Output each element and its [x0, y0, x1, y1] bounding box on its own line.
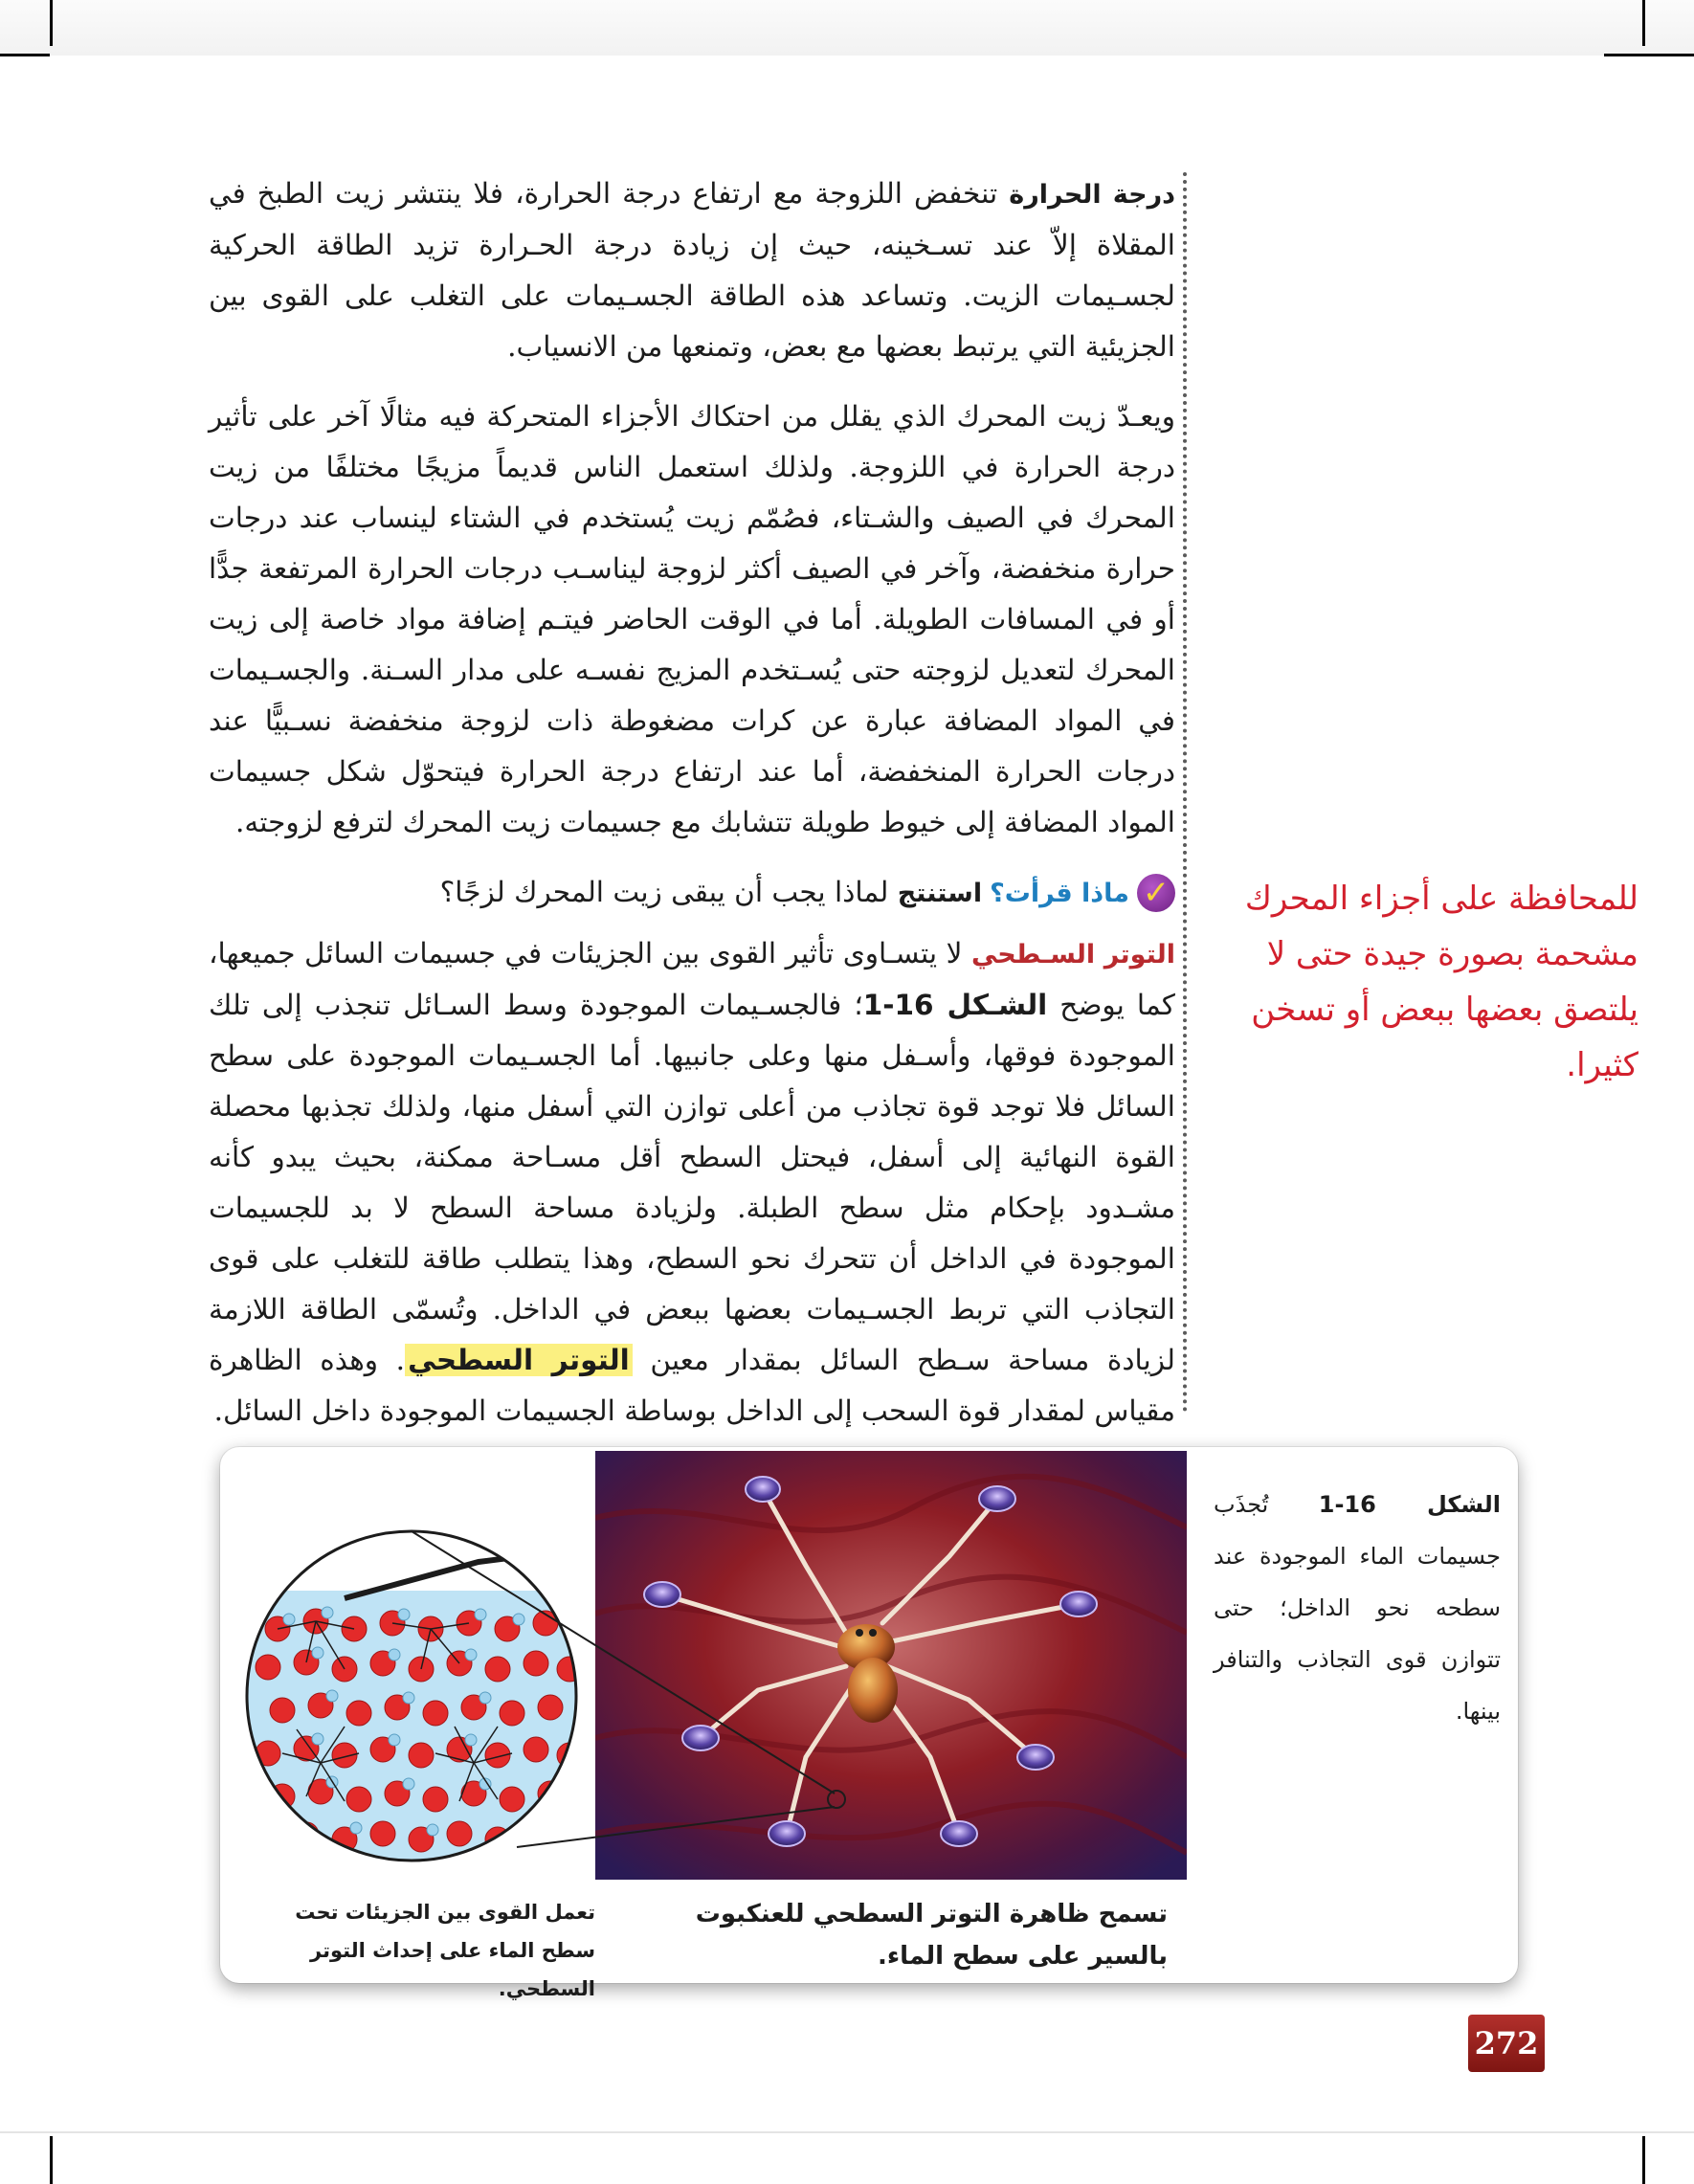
term-heading: التوتر السـطحي	[970, 940, 1175, 969]
crop-mark	[1642, 0, 1645, 46]
diagram-caption: تعمل القوى بين الجزيئات تحت سطح الماء على إحداث التوتر السطحي.	[295, 1901, 595, 2000]
crop-mark	[50, 0, 53, 46]
highlighted-term: التوتر السطحي	[405, 1344, 633, 1376]
column-dotted-rule	[1183, 172, 1187, 1413]
paragraph-temperature	[209, 168, 1175, 372]
checkmark-icon: ✓	[1137, 874, 1175, 912]
paragraph-body: تنخفض اللزوجة مع ارتفاع درجة الحرارة، فلا ينتشر زيت الطبخ في المقلاة إلاّ عند تسـخينه، حيث إن زيادة درجة الحـرارة تزيد الطاقة الحركية لجسـيمات الزيت. وتساعد هذه الطاقة الجسـيمات على التغلب على القوى بين الجزيئية التي يرتبط بعضها مع بعض، وتمنعها من الانسياب.	[209, 177, 1175, 363]
crop-mark	[0, 54, 50, 56]
reading-check-verb: استنتج	[897, 879, 983, 908]
reading-check-question: لماذا يجب أن يبقى زيت المحرك لزجًا؟	[439, 876, 898, 908]
reading-check	[209, 867, 1175, 919]
paragraph-surface-tension	[209, 928, 1175, 1437]
spider-photo	[595, 1451, 1187, 1880]
paragraph-text: . وهذه الظاهرة مقياس لمقدار قوة السحب إلى الداخل بوساطة الجسيمات الموجودة داخل السائل.	[209, 1344, 1175, 1427]
reading-check-label: ماذا قرأت؟	[990, 878, 1129, 908]
figure-caption-text: تُجذَب جسيمات الماء الموجودة عند سطحه نحو الداخل؛ حتى تتوازن قوى التجاذب والتنافر بينها.	[1214, 1491, 1501, 1725]
paragraph-text: ؛ فالجسـيمات الموجودة وسط السـائل تنجذب إلى تلك الموجودة فوقها، وأسـفل منها وعلى جانبيها. أما الجسـيمات الموجودة على سطح السائل فلا توجد قوة تجاذب من أعلى توازن التي أسفل منها، ولذلك تجذبها محصلة القوة النهائية إلى أسفل، فيحتل السطح أقل مسـاحة ممكنة، بحيث يبدو كأنه مشـدود بإحكام مثل سطح الطبلة. ولزيادة مساحة السطح لا بد للجسيمات الموجودة في الداخل أن تتحرك نحو السطح، وهذا يتطلب طاقة للتغلب على قوى التجاذب التي تربط الجسـيمات بعضها ببعض في الداخل. وتُسمّى الطاقة اللازمة لزيادة مساحة سـطح السائل بمقدار معين	[209, 989, 1175, 1376]
photo-caption: تسمح ظاهرة التوتر السطحي للعنكبوت بالسير على سطح الماء.	[695, 1900, 1168, 1971]
page-number: 272	[1468, 2015, 1545, 2072]
crop-mark	[1604, 54, 1694, 56]
main-text-column	[209, 168, 1175, 1456]
bottom-rule	[0, 2125, 1694, 2184]
spider-illustration	[595, 1451, 1187, 1880]
figure-label: الشكل 16-1	[1318, 1491, 1501, 1518]
page-top-strip	[0, 0, 1694, 56]
water-molecule-diagram	[239, 1524, 584, 1868]
paragraph-text: لا يتسـاوى تأثير القوى بين الجزيئات في جسيمات السائل جميعها، كما يوضح	[209, 937, 1175, 1021]
handwritten-answer: للمحافظة على أجزاء المحرك مشحمة بصورة جيدة حتى لا يلتصق بعضها ببعض أو تسخن كثيرا.	[1244, 880, 1638, 1084]
reading-check-text	[440, 867, 983, 919]
figure-reference: الشـكل 16-1	[862, 989, 1048, 1021]
paragraph-motor-oil: ويعـدّ زيت المحرك الذي يقلل من احتكاك الأجزاء المتحركة فيه مثالًا آخر على تأثير درجة الحرارة في اللزوجة. ولذلك استعمل الناس قديماً مزيجًا مختلفًا من زيت المحرك في الصيف والشـتاء، فصُمّم زيت يُستخدم في الشتاء لينساب عند درجات حرارة منخفضة، وآخر في الصيف أكثر لزوجة ليناسـب درجات الحرارة المرتفعة جدًّا أو في المسافات الطويلة. أما في الوقت الحاضر فيتـم إضافة مواد خاصة إلى زيت المحرك لتعديل لزوجته حتى يُسـتخدم المزيج نفسـه على مدار السـنة. والجسـيمات في المواد المضافة عبارة عن كرات مضغوطة ذات لزوجة منخفضة نسـبيًّا عند درجات الحرارة المنخفضة، أما عند ارتفاع درجة الحرارة فيتحوّل شكل جسيمات المواد المضافة إلى خيوط طويلة تتشابك مع جسيمات زيت المحرك لترفع لزوجته.	[209, 400, 1175, 838]
paragraph-lead: درجة الحرارة	[1009, 180, 1175, 210]
figure-caption	[1214, 1479, 1501, 1737]
